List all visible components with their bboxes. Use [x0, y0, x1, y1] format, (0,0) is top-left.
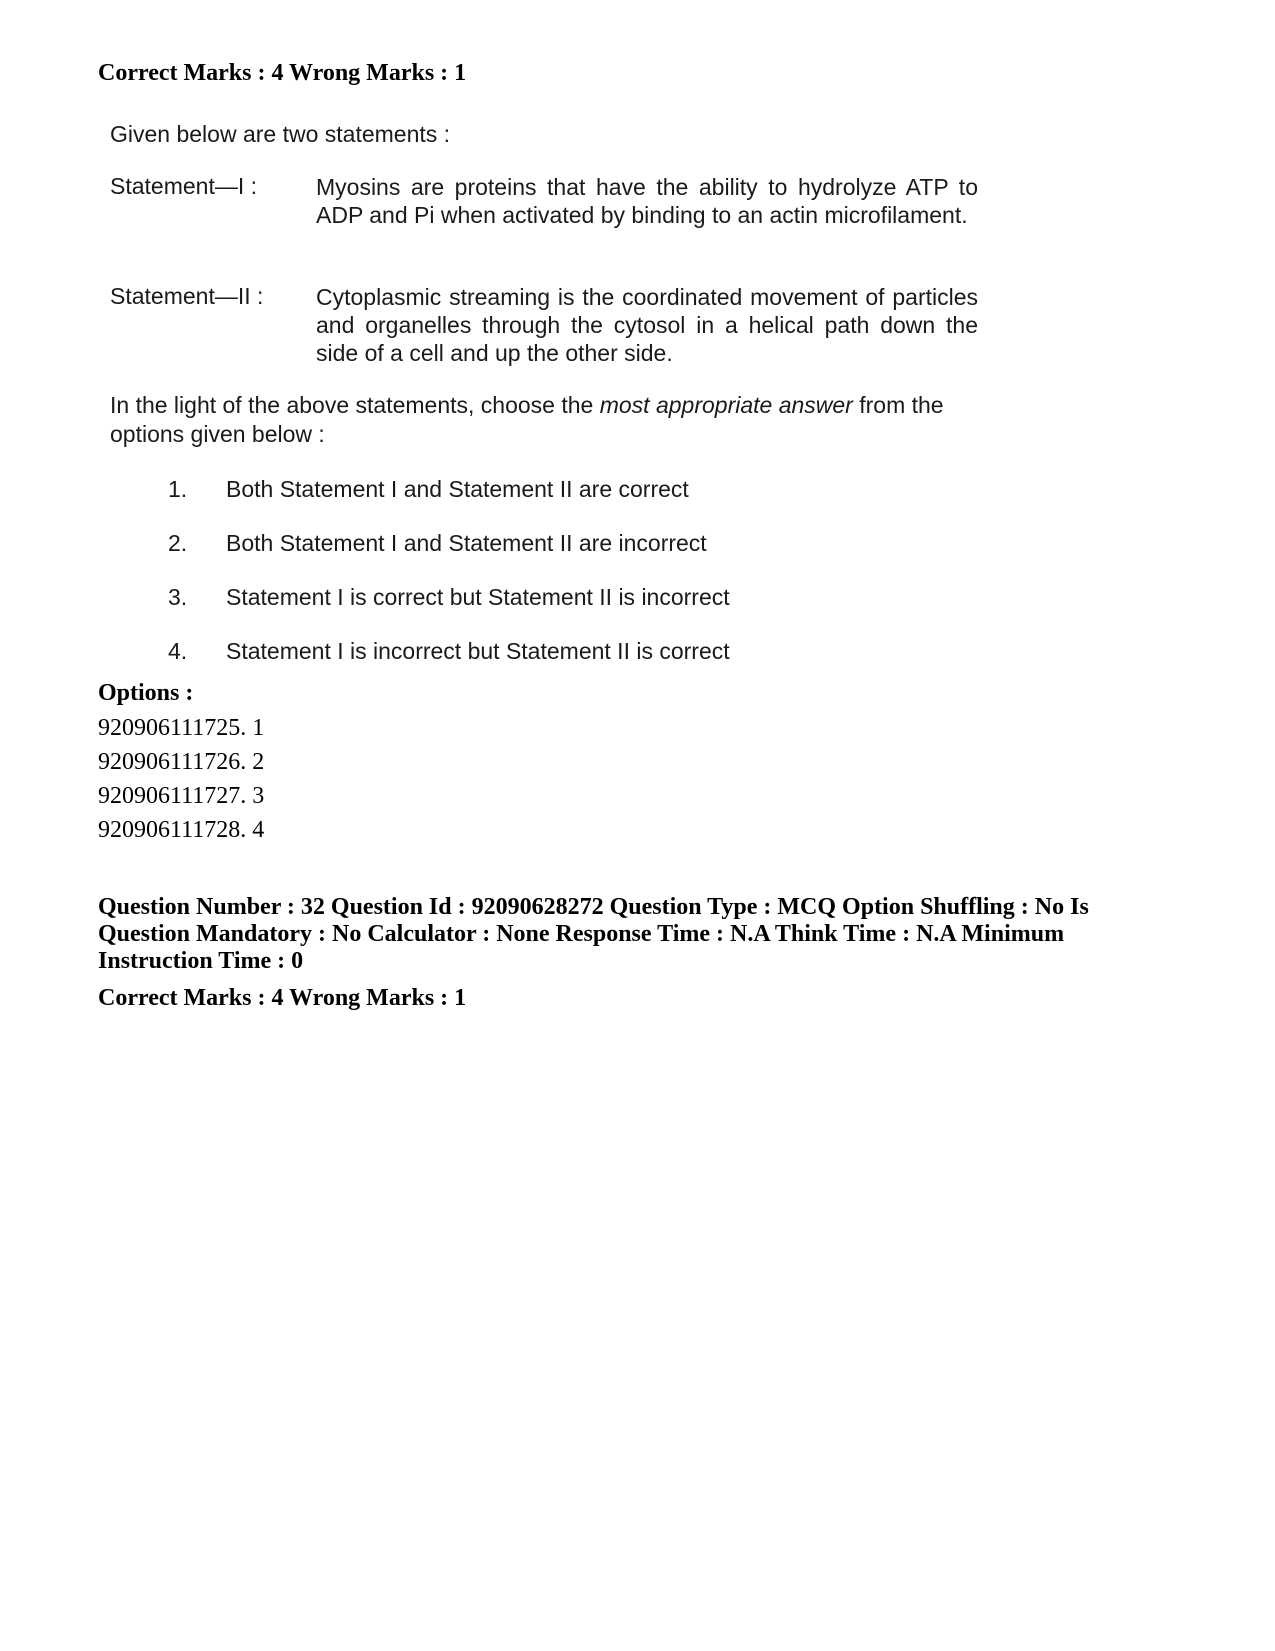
marks-info-bottom: Correct Marks : 4 Wrong Marks : 1: [98, 985, 467, 1011]
prompt-before: In the light of the above statements, choose the: [110, 392, 600, 418]
options-heading: Options :: [98, 680, 194, 706]
choice-item: [168, 638, 730, 665]
choice-number: 3.: [168, 584, 188, 610]
option-item: 920906111728. 4: [98, 817, 265, 843]
choice-item: [168, 530, 707, 557]
option-item: 920906111726. 2: [98, 749, 265, 775]
option-item: 920906111725. 1: [98, 715, 265, 741]
option-item: 920906111727. 3: [98, 783, 265, 809]
question-metadata: Question Number : 32 Question Id : 92090628272 Question Type : MCQ Option Shuffling : No Is Question Mandatory : No Calculator : None Response Time : N.A Think Time : N.A Minimum Instruction Time : 0: [98, 894, 1089, 974]
question-prompt: [110, 391, 990, 449]
prompt-emphasis: most appropriate answer: [599, 392, 853, 418]
choice-number: 4.: [168, 638, 188, 664]
statement-2-text: Cytoplasmic streaming is the coordinated movement of particles and organelles through the cytosol in a helical path down the side of a cell and up the other side.: [316, 284, 978, 366]
prompt-after: from the options given below :: [110, 392, 944, 447]
marks-info-top: Correct Marks : 4 Wrong Marks : 1: [98, 60, 467, 86]
choice-number: 1.: [168, 476, 188, 502]
choice-text: Both Statement I and Statement II are correct: [226, 476, 689, 502]
choice-text: Statement I is correct but Statement II is incorrect: [226, 584, 730, 610]
choice-text: Both Statement I and Statement II are incorrect: [226, 530, 707, 556]
choice-number: 2.: [168, 530, 188, 556]
statement-1-label: Statement—I :: [110, 173, 258, 199]
choice-text: Statement I is incorrect but Statement II is correct: [226, 638, 730, 664]
choice-item: [168, 476, 689, 503]
choice-item: [168, 584, 730, 611]
statement-1-text: Myosins are proteins that have the ability to hydrolyze ATP to ADP and Pi when activated by binding to an actin microfilament.: [316, 174, 978, 228]
statement-2-label: Statement—II :: [110, 283, 264, 309]
question-image: [98, 115, 998, 675]
question-intro: Given below are two statements :: [110, 121, 451, 147]
